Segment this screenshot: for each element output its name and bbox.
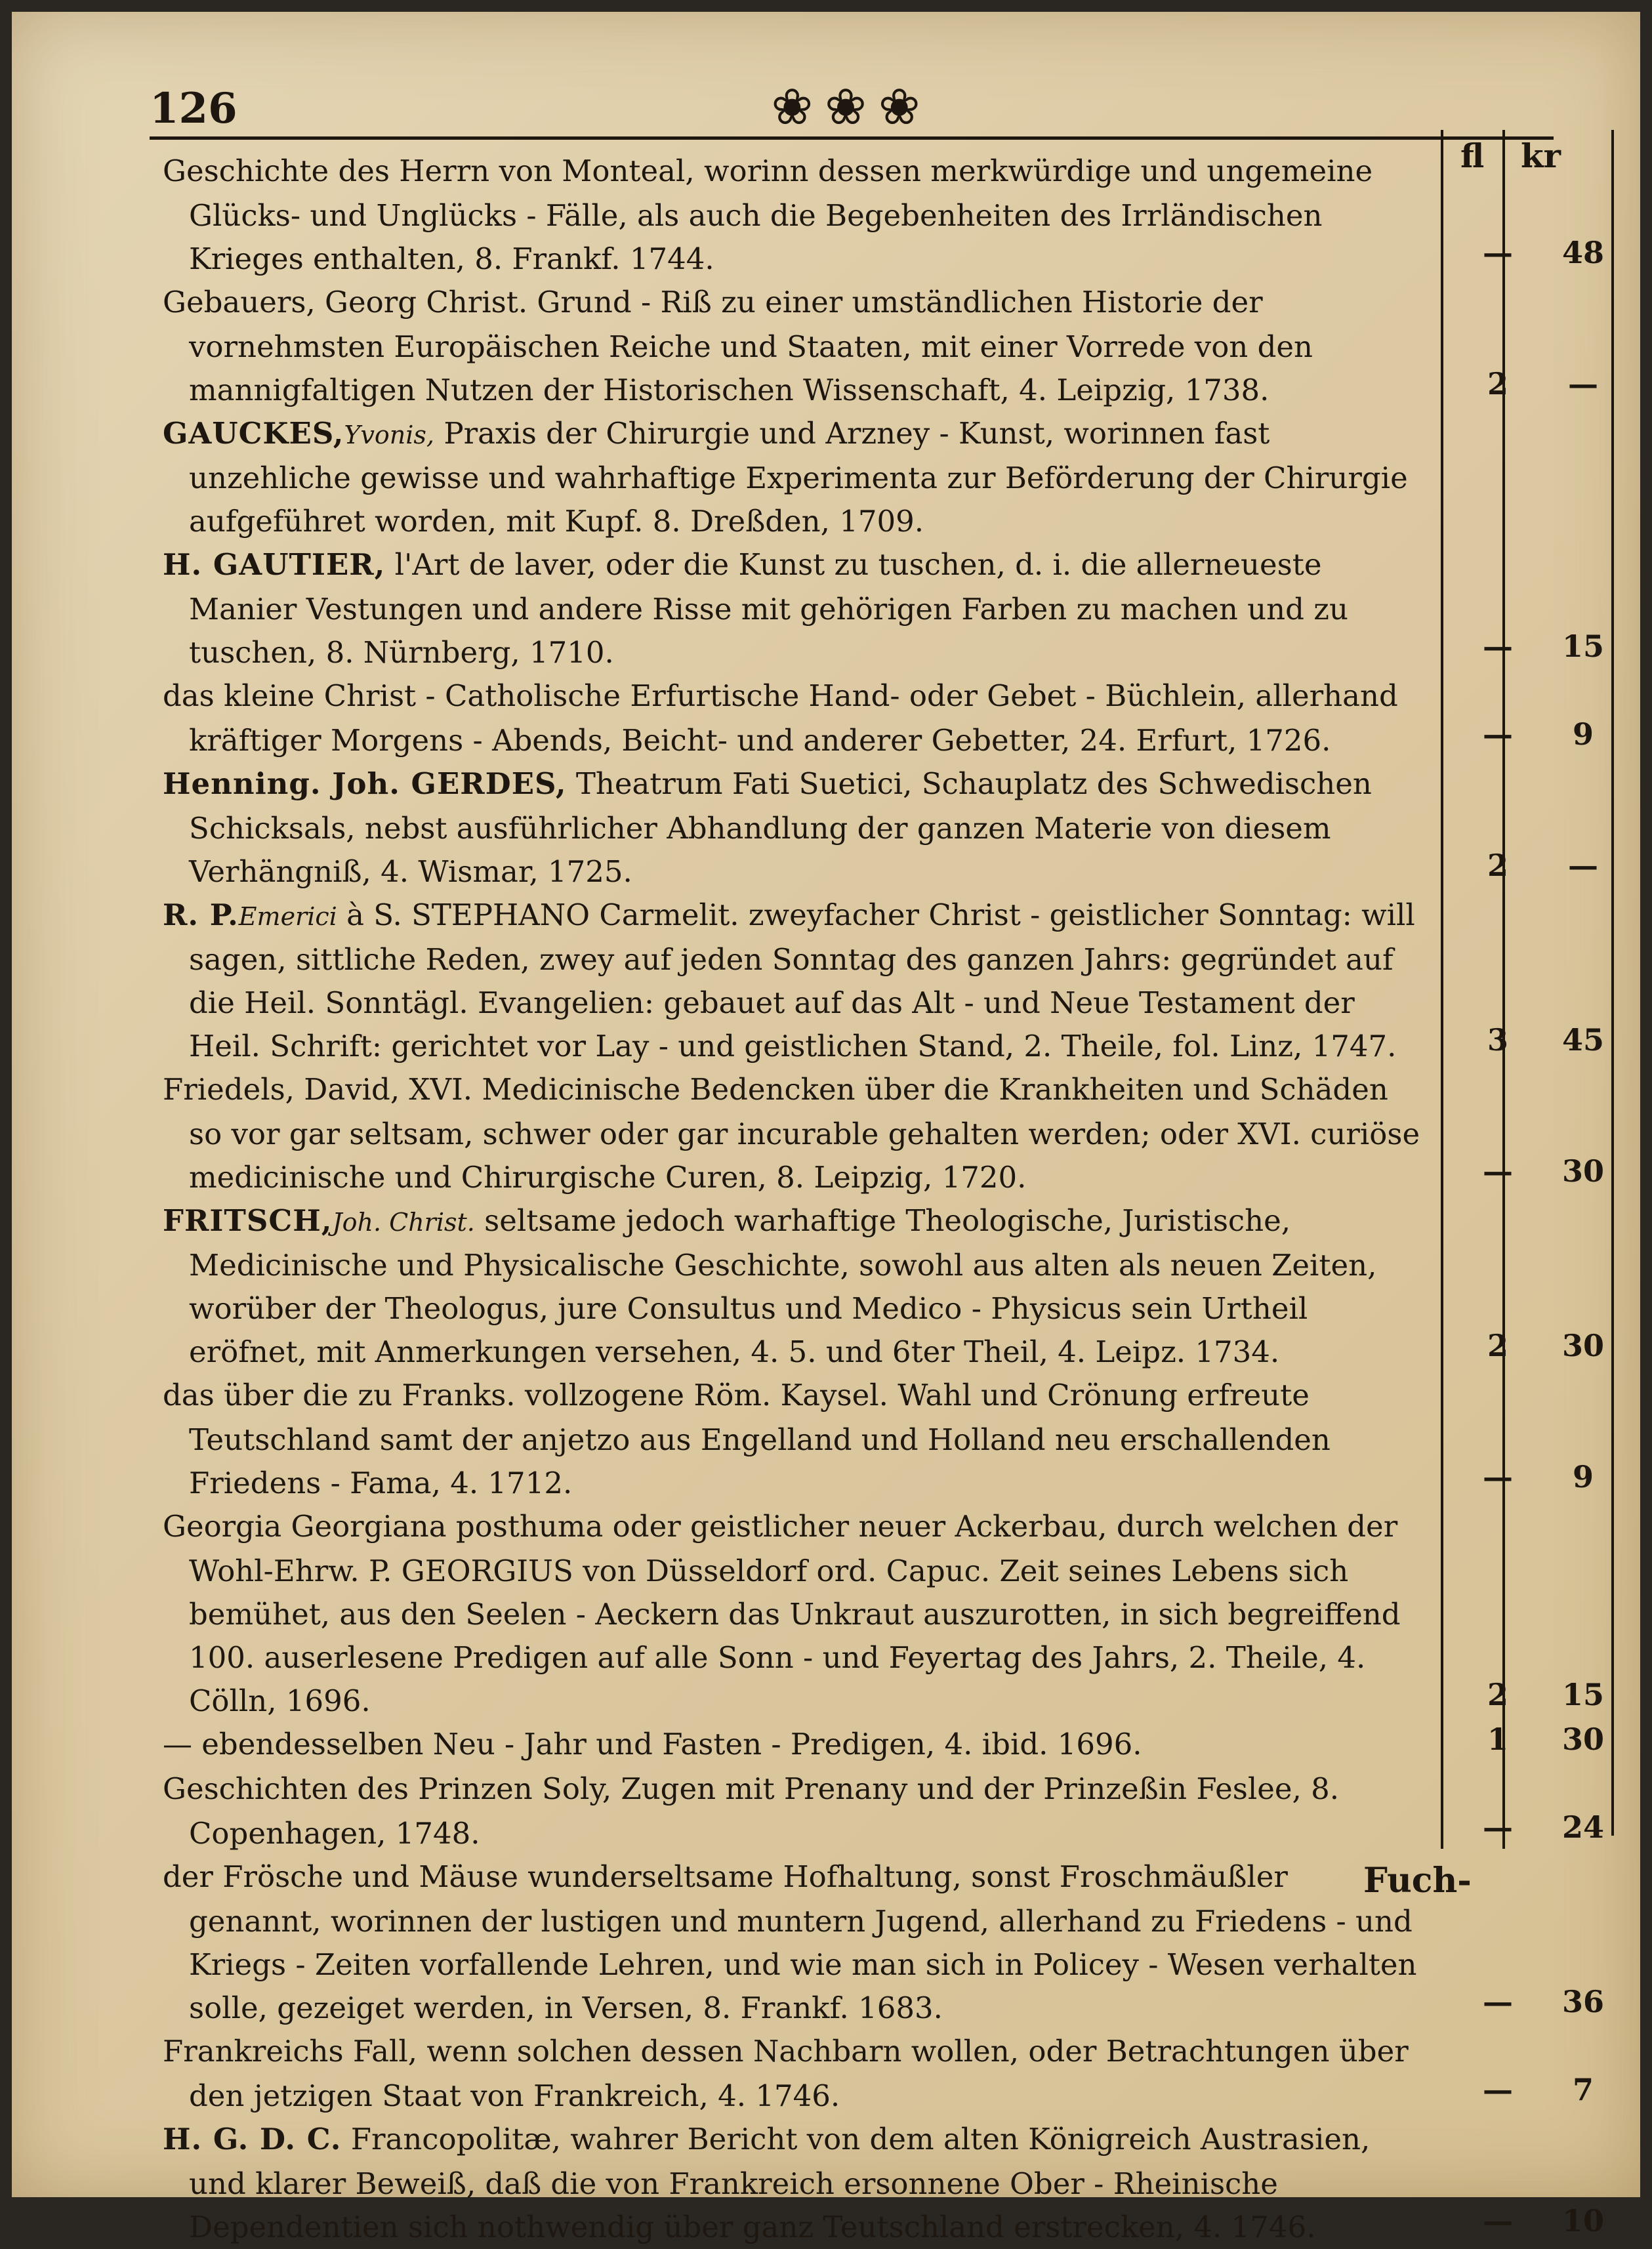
price-kreuzer-value: 15: [1561, 1677, 1604, 1712]
price-florin: [1475, 1723, 1521, 1767]
entry-title: à S. STEPHANO Carmelit. zweyfacher Christ - geistlicher Sonntag: will sagen, sittliche Reden, zwey auf jeden Sonntag des ganzen Jahrs: gegründet auf die Heil. Sonntägl. Evangelien: gebauet auf das Alt - und Neue Testament der Heil. Schrift: gerichtet vor Lay - und geistlichen Stand, 2. Theile, fol. Linz, 1747.: [189, 898, 1415, 1063]
entry-author: H. GAUTIER,: [163, 547, 386, 582]
price-florin: [1475, 281, 1521, 412]
price-kreuzer-value: 48: [1561, 235, 1604, 270]
price-kreuzer-value: 30: [1561, 1722, 1604, 1757]
price-florin-value: —: [1483, 2203, 1513, 2239]
price-florin-value: 2: [1487, 848, 1508, 883]
price-florin: [1475, 2030, 1521, 2118]
price-florin-value: 2: [1487, 1328, 1508, 1363]
price-florin: [1475, 1767, 1521, 1855]
price-florin-value: —: [1483, 1809, 1513, 1845]
price-florin: [1475, 1505, 1521, 1723]
price-florin: [1475, 1855, 1521, 2030]
price-kreuzer: [1540, 1767, 1626, 1855]
price-kreuzer: [1540, 543, 1626, 674]
price-florin-value: 1: [1487, 1722, 1508, 1757]
entry-first-name: Yvonis,: [344, 421, 435, 449]
price-florin: [1475, 762, 1521, 894]
entry-title: Frankreichs Fall, wenn solchen dessen Nachbarn wollen, oder Betrachtungen über den jetzigen Staat von Frankreich, 4. 1746.: [163, 2034, 1409, 2113]
price-florin-value: —: [1483, 2072, 1513, 2107]
catalog-entry: [163, 1199, 1604, 1374]
price-florin: [1475, 543, 1521, 674]
catalog-entry: [163, 1068, 1604, 1199]
price-florin-value: 2: [1487, 366, 1508, 402]
price-kreuzer: [1540, 1855, 1626, 2030]
entry-title: das über die zu Franks. vollzogene Röm. Kaysel. Wahl und Crönung erfreute Teutschland samt der anjetzo aus Engelland und Holland neu erschallenden Friedens - Fama, 4. 1712.: [163, 1378, 1331, 1500]
entry-title: seltsame jedoch warhaftige Theologische, Juristische, Medicinische und Physicalische Geschichte, sowohl aus alten als neuen Zeiten, worüber der Theologus, jure Consultus und Medico - Physicus sein Urtheil eröfnet, mit Anmerkungen versehen, 4. 5. und 6ter Theil, 4. Leipz. 1734.: [189, 1203, 1377, 1369]
entry-author: Henning. Joh. GERDES,: [163, 766, 567, 801]
catalog-entry: [163, 674, 1594, 762]
price-kreuzer: [1540, 1199, 1626, 1374]
column-header-kr: kr: [1521, 136, 1561, 175]
price-florin-value: —: [1483, 716, 1513, 752]
price-florin-value: 2: [1487, 1677, 1508, 1712]
catalog-entry: [163, 1855, 1604, 2030]
catalog-entry: [163, 1505, 1604, 1723]
price-kreuzer-value: 30: [1561, 1153, 1604, 1189]
catalog-entry: [163, 1722, 1604, 1767]
catalog-entry: [163, 1767, 1604, 1855]
page-header: [150, 77, 1554, 140]
entry-author: FRITSCH,: [163, 1203, 333, 1238]
price-kreuzer: [1540, 762, 1626, 894]
price-florin: [1475, 1199, 1521, 1374]
price-florin-value: —: [1483, 1459, 1513, 1495]
price-kreuzer-value: 36: [1561, 1984, 1604, 2019]
entry-title: Praxis der Chirurgie und Arzney - Kunst, worinnen fast unzehliche gewisse und wahrhaftige Experimenta zur Beförderung der Chirurgie aufgeführet worden, mit Kupf. 8. Dreßden, 1709.: [189, 416, 1408, 539]
entry-title: Theatrum Fati Suetici, Schauplatz des Schwedischen Schicksals, nebst ausführlicher Abhandlung der ganzen Materie von diesem Verhängniß, 4. Wismar, 1725.: [189, 766, 1372, 889]
entry-title: der Frösche und Mäuse wunderseltsame Hofhaltung, sonst Froschmäußler genannt, worinnen der lustigen und muntern Jugend, allerhand zu Friedens - und Kriegs - Zeiten vorfallende Lehren, und wie man sich in Policey - Wesen verhalten solle, gezeiget werden, in Versen, 8. Frankf. 1683.: [163, 1859, 1417, 2025]
catalog-entry: [163, 894, 1604, 1068]
price-kreuzer: [1540, 2030, 1626, 2118]
header-ornament: ❀❀❀: [771, 77, 932, 136]
price-kreuzer-value: 45: [1561, 1022, 1604, 1058]
price-kreuzer: [1540, 894, 1626, 1068]
price-kreuzer: [1540, 150, 1626, 281]
entry-first-name: Joh. Christ.: [332, 1208, 475, 1237]
entry-title: Friedels, David, XVI. Medicinische Bedencken über die Krankheiten und Schäden so vor gar seltsam, schwer oder gar incurable gehalten werden; oder XVI. curiöse medicinische und Chirurgische Curen, 8. Leipzig, 1720.: [163, 1072, 1420, 1195]
entry-title: Gebauers, Georg Christ. Grund - Riß zu einer umständlichen Historie der vornehmsten Europäischen Reiche und Staaten, mit einer Vorrede von den mannigfaltigen Nutzen der Historischen Wissenschaft, 4. Leipzig, 1738.: [163, 285, 1313, 407]
price-kreuzer: [1540, 412, 1626, 543]
price-kreuzer: [1540, 674, 1626, 762]
price-florin: [1475, 2118, 1521, 2249]
price-florin: [1475, 150, 1521, 281]
price-kreuzer: [1540, 281, 1626, 412]
catalog-entry: [163, 412, 1429, 543]
column-header-fl: fl: [1460, 136, 1485, 175]
entry-author: GAUCKES,: [163, 416, 344, 451]
catalog-entry: [163, 762, 1598, 894]
entry-title: Georgia Georgiana posthuma oder geistlicher neuer Ackerbau, durch welchen der Wohl-Ehrw. P. GEORGIUS von Düsseldorf ord. Capuc. Zeit seines Lebens sich bemühet, aus den Seelen - Aeckern das Unkraut auszurotten, in sich begreiffend 100. auserlesene Predigen auf alle Sonn - und Feyertag des Jahrs, 2. Theile, 4. Cölln, 1696.: [163, 1509, 1401, 1718]
catchword: Fuch-: [1363, 1861, 1472, 1901]
price-kreuzer-value: 15: [1561, 629, 1604, 664]
entry-title: das kleine Christ - Catholische Erfurtische Hand- oder Gebet - Büchlein, allerhand kräftiger Morgens - Abends, Beicht- und anderer Gebetter, 24. Erfurt, 1726.: [163, 678, 1398, 758]
catalog-page: [12, 12, 1640, 2244]
catalog-entry: [163, 1374, 1594, 1505]
entry-first-name: Emerici: [238, 902, 337, 931]
price-florin-value: —: [1483, 235, 1513, 270]
price-florin: [1475, 674, 1521, 762]
price-florin: [1475, 1068, 1521, 1199]
entry-title: Geschichten des Prinzen Soly, Zugen mit Prenany und der Prinzeßin Feslee, 8. Copenhagen, 1748.: [163, 1771, 1340, 1851]
entry-title: Francopolitæ, wahrer Bericht von dem alten Königreich Austrasien, und klarer Beweiß, daß die von Frankreich ersonnene Ober - Rheinische Dependentien sich nothwendig über ganz Teutschland erstrecken, 4. 1746.: [189, 2122, 1371, 2244]
price-kreuzer-value: 24: [1561, 1809, 1604, 1845]
price-kreuzer: [1540, 1723, 1626, 1767]
catalog-entry: [163, 2118, 1604, 2249]
catalog-entry: [163, 543, 1604, 674]
catalog-entry: [163, 2030, 1594, 2118]
price-florin-value: —: [1483, 1984, 1513, 2019]
entry-author: R. P.: [163, 898, 239, 932]
entry-author: H. G. D. C.: [163, 2122, 342, 2156]
catalog-entry: [163, 281, 1598, 412]
price-florin-value: —: [1483, 1153, 1513, 1189]
price-florin-value: —: [1483, 629, 1513, 664]
price-kreuzer-value: 9: [1572, 1459, 1594, 1495]
price-kreuzer: [1540, 1374, 1626, 1505]
price-kreuzer: [1540, 2118, 1626, 2249]
price-florin: [1475, 412, 1521, 543]
price-kreuzer-value: 7: [1572, 2072, 1594, 2107]
price-kreuzer-value: 9: [1572, 716, 1594, 752]
price-kreuzer-value: —: [1568, 848, 1598, 883]
price-kreuzer: [1540, 1505, 1626, 1723]
price-kreuzer-value: —: [1568, 366, 1598, 402]
price-kreuzer: [1540, 1068, 1626, 1199]
price-kreuzer-value: 30: [1561, 1328, 1604, 1363]
column-rule-left: [1441, 130, 1443, 1849]
price-florin: [1475, 894, 1521, 1068]
entry-title: — ebendesselben Neu - Jahr und Fasten - Predigen, 4. ibid. 1696.: [163, 1727, 1142, 1762]
price-kreuzer-value: 10: [1561, 2203, 1604, 2239]
page-number: 126: [150, 84, 237, 133]
price-florin-value: 3: [1487, 1022, 1508, 1058]
entry-title: Geschichte des Herrn von Monteal, worinn dessen merkwürdige und ungemeine Glücks- und Unglücks - Fälle, als auch die Begebenheiten des Irrländischen Krieges enthalten, 8. Frankf. 1744.: [163, 154, 1373, 276]
entry-title: l'Art de laver, oder die Kunst zu tuschen, d. i. die allerneueste Manier Vestungen und andere Risse mit gehörigen Farben zu machen und zu tuschen, 8. Nürnberg, 1710.: [189, 547, 1348, 670]
price-florin: [1475, 1374, 1521, 1505]
